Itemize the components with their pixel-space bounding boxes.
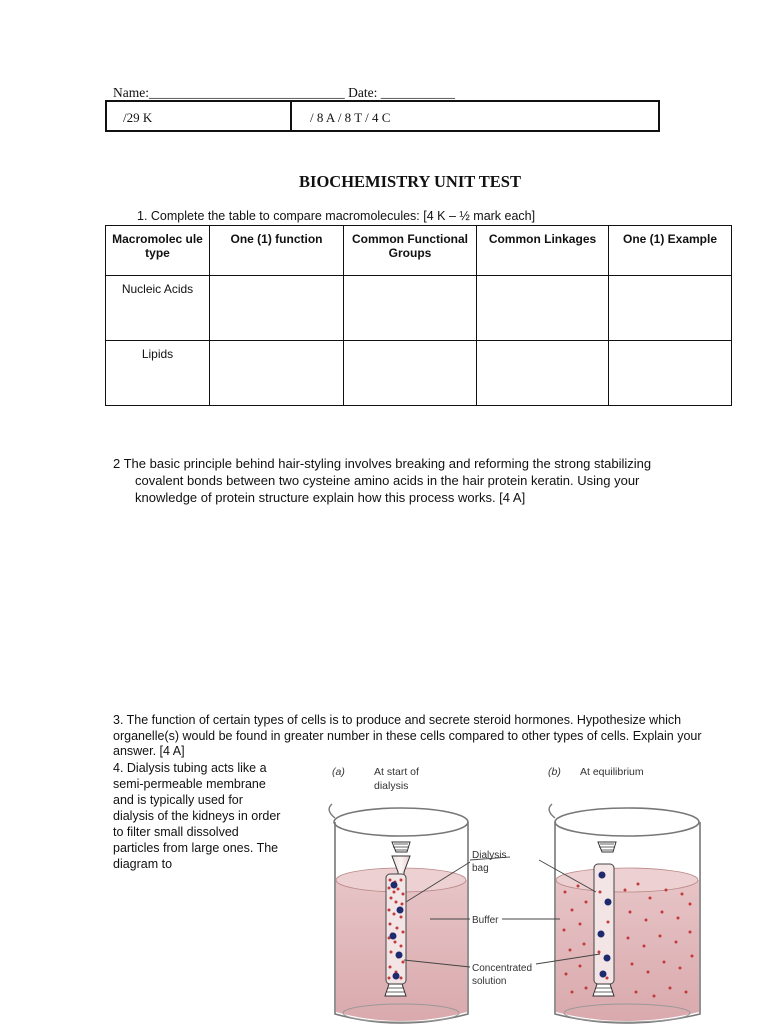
question-1-prompt: 1. Complete the table to compare macromolecules: [4 K – ½ mark each] (137, 209, 536, 223)
row-label-lipids: Lipids (106, 341, 210, 406)
label-a: (a) (332, 766, 345, 778)
caption-equilibrium: At equilibrium (580, 766, 644, 778)
answer-cell[interactable] (477, 276, 609, 341)
page-title: BIOCHEMISTRY UNIT TEST (299, 172, 521, 191)
label-dialysis-bag: Dialysis (472, 850, 507, 861)
table-row (106, 341, 732, 406)
table-header: Common Functional Groups (344, 226, 477, 276)
label-buffer: Buffer (472, 915, 499, 926)
question-2-answer-area[interactable] (113, 515, 733, 705)
beaker-at-equilibrium (549, 804, 700, 1023)
macromolecule-table (105, 225, 732, 406)
label-b: (b) (548, 766, 561, 778)
table-header: One (1) Example (609, 226, 732, 276)
table-header: One (1) function (210, 226, 344, 276)
label-concentrated-solution: Concentrated (472, 963, 533, 974)
label-dialysis-bag: bag (472, 863, 489, 874)
name-date-line[interactable]: Name:_____________________________ Date: ___________ (113, 85, 455, 100)
answer-cell[interactable] (609, 276, 732, 341)
beaker-start-of-dialysis (329, 804, 468, 1023)
answer-cell[interactable] (609, 341, 732, 406)
label-concentrated-solution: solution (472, 976, 507, 987)
row-label-nucleic-acids: Nucleic Acids (106, 276, 210, 341)
answer-cell[interactable] (210, 341, 344, 406)
question-2-line: knowledge of protein structure explain how this process works. [4 A] (135, 490, 526, 505)
dialysis-diagram (310, 752, 710, 1024)
table-row (106, 276, 732, 341)
score-application-thinking-communication: / 8 A / 8 T / 4 C (310, 110, 391, 125)
caption-start: dialysis (374, 780, 409, 792)
caption-start: At start of (374, 766, 419, 778)
question-3: 3. The function of certain types of cells is to produce and secrete steroid hormones. Hypothesize which organelle(s) would be found in greater number in these cells compared to other types of cells. Explain your answer. [4 A] (113, 713, 702, 758)
answer-cell[interactable] (344, 276, 477, 341)
question-2 (113, 455, 733, 506)
table-header-row (106, 226, 732, 276)
question-4: 4. Dialysis tubing acts like a semi-permeable membrane and is typically used for dialysis of the kidneys in order to filter small dissolved particles from large ones. The diagram to (113, 761, 281, 871)
score-box (105, 100, 660, 132)
table-header: Macromolec ule type (106, 226, 210, 276)
table-header: Common Linkages (477, 226, 609, 276)
question-2-line: covalent bonds between two cysteine amino acids in the hair protein keratin. Using your (135, 473, 640, 488)
answer-cell[interactable] (210, 276, 344, 341)
score-knowledge: /29 K (107, 102, 292, 130)
question-2-line: 2 The basic principle behind hair-styling involves breaking and reforming the strong stabilizing (113, 456, 652, 471)
answer-cell[interactable] (344, 341, 477, 406)
answer-cell[interactable] (477, 341, 609, 406)
